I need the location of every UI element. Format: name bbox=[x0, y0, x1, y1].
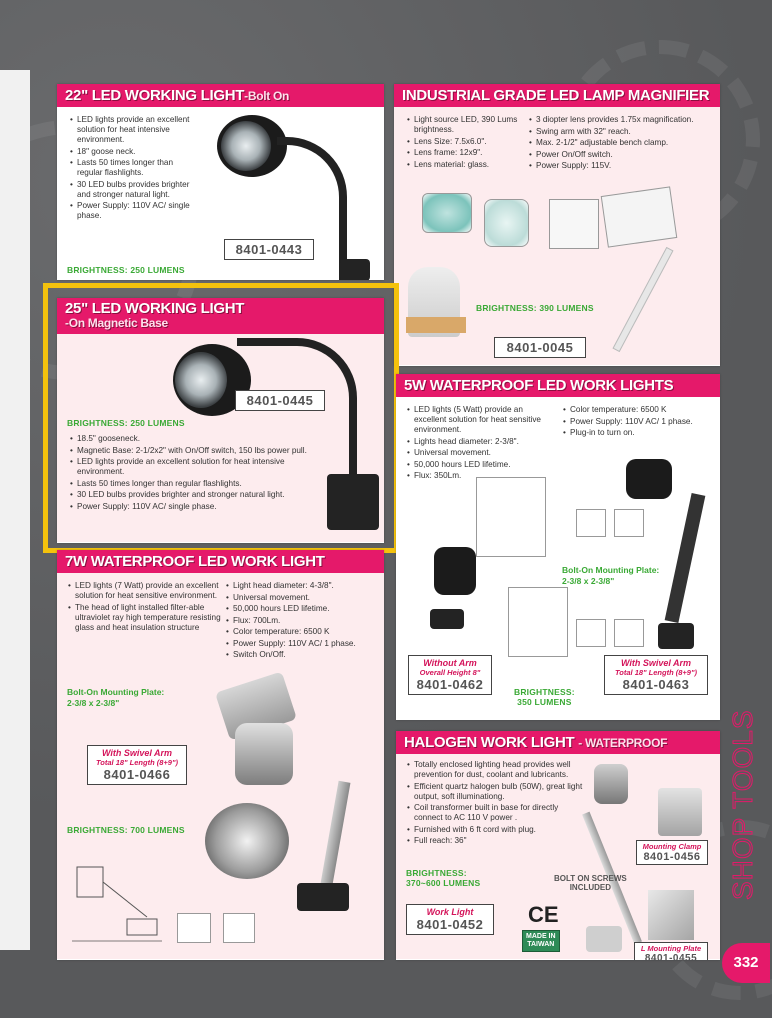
magnifier-lens-icon bbox=[422, 193, 472, 233]
feature-list-right bbox=[225, 581, 381, 662]
work-light-head-icon bbox=[434, 547, 476, 595]
feature-list-left bbox=[406, 405, 552, 483]
title-text: 25" LED WORKING LIGHT bbox=[65, 300, 245, 317]
brightness-line: 370~600 LUMENS bbox=[406, 878, 481, 888]
page-number: 332 bbox=[722, 943, 770, 983]
variant-title: L Mounting Plate bbox=[640, 944, 702, 953]
feature-item: • Color temperature: 6500 K bbox=[225, 627, 381, 637]
variant-title: Work Light bbox=[426, 907, 474, 917]
feature-item: • Totally enclosed lighting head provides well prevention for dust, coolant and lubricants. bbox=[406, 760, 584, 780]
product-card-25-led bbox=[57, 298, 384, 543]
left-page-strip bbox=[0, 70, 30, 950]
variant-title: Mounting Clamp bbox=[642, 842, 702, 851]
product-title bbox=[57, 298, 384, 334]
variant-title: Without Arm bbox=[423, 658, 477, 668]
title-suffix: -Bolt On bbox=[244, 89, 290, 103]
feature-list-left bbox=[406, 115, 518, 171]
product-variant-box bbox=[406, 904, 494, 935]
feature-item: • LED lights (7 Watt) provide an excellent solution for heat sensitive environment. bbox=[67, 581, 221, 601]
bolt-base-icon bbox=[340, 259, 370, 280]
plate-label-line: Bolt-On Mounting Plate: bbox=[67, 687, 165, 697]
mounting-plate-label bbox=[67, 687, 164, 709]
product-title: 5W WATERPROOF LED WORK LIGHTS bbox=[396, 374, 720, 397]
feature-list bbox=[406, 760, 584, 848]
feature-list bbox=[69, 434, 309, 513]
variant-title: With Swivel Arm bbox=[620, 658, 692, 668]
feature-item: • Lens Size: 7.5x6.0". bbox=[406, 137, 518, 147]
part-number: 8401-0466 bbox=[103, 767, 171, 782]
feature-item: • 50,000 hours LED lifetime. bbox=[406, 460, 552, 470]
light-base-icon bbox=[658, 623, 694, 649]
feature-list-right bbox=[562, 405, 714, 440]
feature-item: • Switch On/Off. bbox=[225, 650, 381, 660]
variant-subtitle: Total 18" Length (8+9") bbox=[614, 668, 698, 677]
feature-item: • Efficient quartz halogen bulb (50W), great light output, soft illuminationg. bbox=[406, 782, 584, 802]
feature-item: • 18" goose neck. bbox=[69, 147, 197, 157]
feature-item: • Power Supply: 110V AC/ single phase. bbox=[69, 502, 309, 512]
mounting-plate-drawing-icon bbox=[576, 509, 606, 537]
badge-line: TAIWAN bbox=[527, 941, 555, 948]
feature-item: • Flux: 350Lm. bbox=[406, 471, 552, 481]
technical-drawing-icon bbox=[508, 587, 568, 657]
halogen-head-icon bbox=[594, 764, 628, 804]
feature-item: • Universal movement. bbox=[406, 448, 552, 458]
feature-item: • 18.5" gooseneck. bbox=[69, 434, 309, 444]
product-title: 7W WATERPROOF LED WORK LIGHT bbox=[57, 550, 384, 573]
feature-item: • Coil transformer built in base for directly connect to AC 110 V power . bbox=[406, 803, 584, 823]
magnetic-base-icon bbox=[327, 474, 379, 530]
feature-list bbox=[69, 115, 197, 223]
badge-line: MADE IN bbox=[526, 933, 556, 940]
feature-item: • Power Supply: 110V AC/ 1 phase. bbox=[562, 417, 714, 427]
feature-item: • LED lights provide an excellent solution for heat intensive environment. bbox=[69, 115, 197, 145]
magnifier-lens-icon bbox=[484, 199, 529, 247]
magnifier-arm-icon bbox=[601, 186, 678, 247]
brightness-line: 350 LUMENS bbox=[517, 697, 572, 707]
title-suffix: -On Magnetic Base bbox=[65, 316, 168, 330]
swivel-arm-icon bbox=[665, 493, 706, 623]
feature-item: • Light head diameter: 4-3/8". bbox=[225, 581, 381, 591]
brightness-label: BRIGHTNESS: 250 LUMENS bbox=[67, 418, 185, 428]
feature-item: • Max. 2-1/2" adjustable bench clamp. bbox=[528, 138, 714, 148]
swing-arm-icon bbox=[612, 247, 673, 352]
product-variant-box bbox=[636, 840, 708, 865]
feature-item: • Full reach: 36" bbox=[406, 836, 584, 846]
product-card-22-led bbox=[57, 84, 384, 280]
mounting-plate-drawing-icon bbox=[614, 509, 644, 537]
feature-item: • Lasts 50 times longer than regular flashlights. bbox=[69, 158, 197, 178]
mounting-plate-label bbox=[562, 565, 659, 587]
brightness-line: BRIGHTNESS: bbox=[406, 868, 467, 878]
feature-item: • 30 LED bulbs provides brighter and stronger natural light. bbox=[69, 490, 309, 500]
feature-item: • Power Supply: 115V. bbox=[528, 161, 714, 171]
technical-drawing-svg bbox=[67, 857, 167, 947]
plate-label-line: 2-3/8 x 2-3/8" bbox=[67, 698, 120, 708]
feature-item: • 30 LED bulbs provides brighter and stronger natural light. bbox=[69, 180, 197, 200]
technical-drawing-icon bbox=[476, 477, 546, 557]
brightness-label bbox=[514, 687, 575, 707]
section-label: SHOP TOOLS bbox=[727, 709, 758, 900]
note-line: BOLT ON SCREWS bbox=[554, 874, 627, 883]
variant-title: With Swivel Arm bbox=[101, 748, 173, 758]
swivel-arm-icon bbox=[320, 781, 351, 891]
mounting-plate-drawing-icon bbox=[177, 913, 211, 943]
technical-drawing-icon bbox=[67, 857, 167, 947]
feature-item: • Flux: 700Lm. bbox=[225, 616, 381, 626]
led-lens-icon bbox=[175, 352, 227, 408]
feature-item: • Light source LED, 390 Lums brightness. bbox=[406, 115, 518, 135]
mounting-clamp-icon bbox=[658, 788, 702, 836]
product-card-5w-waterproof bbox=[396, 374, 720, 720]
mounting-plate-drawing-icon bbox=[614, 619, 644, 647]
brightness-label: BRIGHTNESS: 390 LUMENS bbox=[476, 303, 594, 313]
plate-label-line: 2-3/8 x 2-3/8" bbox=[562, 576, 615, 586]
ce-mark-icon: CE bbox=[528, 902, 559, 927]
product-variant-box bbox=[604, 655, 708, 695]
brightness-label: BRIGHTNESS: 250 LUMENS bbox=[67, 265, 185, 275]
feature-item: • Swing arm with 32" reach. bbox=[528, 127, 714, 137]
brightness-label bbox=[406, 868, 480, 888]
part-number: 8401-0462 bbox=[416, 677, 484, 692]
work-light-head-icon bbox=[626, 459, 672, 499]
feature-item: • Furnished with 6 ft cord with plug. bbox=[406, 825, 584, 835]
part-number: 8401-0463 bbox=[622, 677, 690, 692]
magnifier-lens-icon bbox=[549, 199, 599, 249]
work-light-head-icon bbox=[235, 723, 293, 785]
feature-item: • Plug-in to turn on. bbox=[562, 428, 714, 438]
feature-item: • Lights head diameter: 2-3/8". bbox=[406, 437, 552, 447]
feature-item: • 3 diopter lens provides 1.75x magnification. bbox=[528, 115, 714, 125]
feature-item: • LED lights provide an excellent solution for heat intensive environment. bbox=[69, 457, 309, 477]
light-base-icon bbox=[297, 883, 349, 911]
part-number: 8401-0045 bbox=[494, 337, 586, 358]
plate-label-line: Bolt-On Mounting Plate: bbox=[562, 565, 660, 575]
title-text: HALOGEN WORK LIGHT bbox=[404, 734, 575, 751]
feature-item: • Universal movement. bbox=[225, 593, 381, 603]
bolt-screws-note bbox=[554, 874, 627, 892]
product-variant-box bbox=[87, 745, 187, 785]
feature-item: • Color temperature: 6500 K bbox=[562, 405, 714, 415]
feature-item: • Power Supply: 110V AC/ single phase. bbox=[69, 201, 197, 221]
feature-item: • The head of light installed filter-able ultraviolet ray high temperature resisting glass and heat insulation structure bbox=[67, 603, 221, 633]
title-text: 22" LED WORKING LIGHT bbox=[65, 87, 245, 104]
title-suffix: - WATERPROOF bbox=[578, 736, 668, 750]
product-title bbox=[57, 84, 384, 107]
feature-list-right bbox=[528, 115, 714, 173]
feature-list-left bbox=[67, 581, 221, 634]
product-card-7w-waterproof bbox=[57, 550, 384, 960]
part-number: 8401-0455 bbox=[644, 953, 698, 960]
feature-item: • Lasts 50 times longer than regular flashlights. bbox=[69, 479, 309, 489]
brightness-label: BRIGHTNESS: 700 LUMENS bbox=[67, 825, 185, 835]
part-number: 8401-0456 bbox=[643, 851, 701, 863]
led-lens-icon bbox=[221, 121, 271, 171]
led-cluster-head-icon bbox=[205, 803, 289, 879]
product-title: INDUSTRIAL GRADE LED LAMP MAGNIFIER bbox=[394, 84, 720, 107]
feature-item: • Lens material: glass. bbox=[406, 160, 518, 170]
l-mounting-plate-icon bbox=[648, 890, 694, 940]
variant-subtitle: Total 18" Length (8+9") bbox=[95, 758, 179, 767]
feature-item: • Magnetic Base: 2-1/2x2" with On/Off switch, 150 lbs power pull. bbox=[69, 446, 309, 456]
part-number: 8401-0445 bbox=[235, 390, 325, 411]
made-in-taiwan-badge bbox=[522, 930, 560, 952]
feature-item: • Lens frame: 12x9". bbox=[406, 148, 518, 158]
feature-item: • Power On/Off switch. bbox=[528, 150, 714, 160]
feature-item: • 50,000 hours LED lifetime. bbox=[225, 604, 381, 614]
product-card-lamp-magnifier bbox=[394, 84, 720, 366]
wood-bench-icon bbox=[406, 317, 466, 333]
product-title bbox=[396, 731, 720, 754]
brightness-line: BRIGHTNESS: bbox=[514, 687, 575, 697]
note-line: INCLUDED bbox=[569, 883, 612, 892]
feature-item: • LED lights (5 Watt) provide an excellent solution for heat sensitive environment. bbox=[406, 405, 552, 435]
part-number: 8401-0452 bbox=[416, 917, 484, 932]
product-variant-box bbox=[634, 942, 708, 960]
product-variant-box bbox=[408, 655, 492, 695]
mounting-plate-drawing-icon bbox=[223, 913, 255, 943]
part-number: 8401-0443 bbox=[224, 239, 314, 260]
feature-item: • Power Supply: 110V AC/ 1 phase. bbox=[225, 639, 381, 649]
variant-subtitle: Overall Height 8" bbox=[419, 668, 481, 677]
light-base-icon bbox=[586, 926, 622, 952]
light-base-icon bbox=[430, 609, 464, 629]
mounting-plate-drawing-icon bbox=[576, 619, 606, 647]
product-card-halogen bbox=[396, 731, 720, 960]
